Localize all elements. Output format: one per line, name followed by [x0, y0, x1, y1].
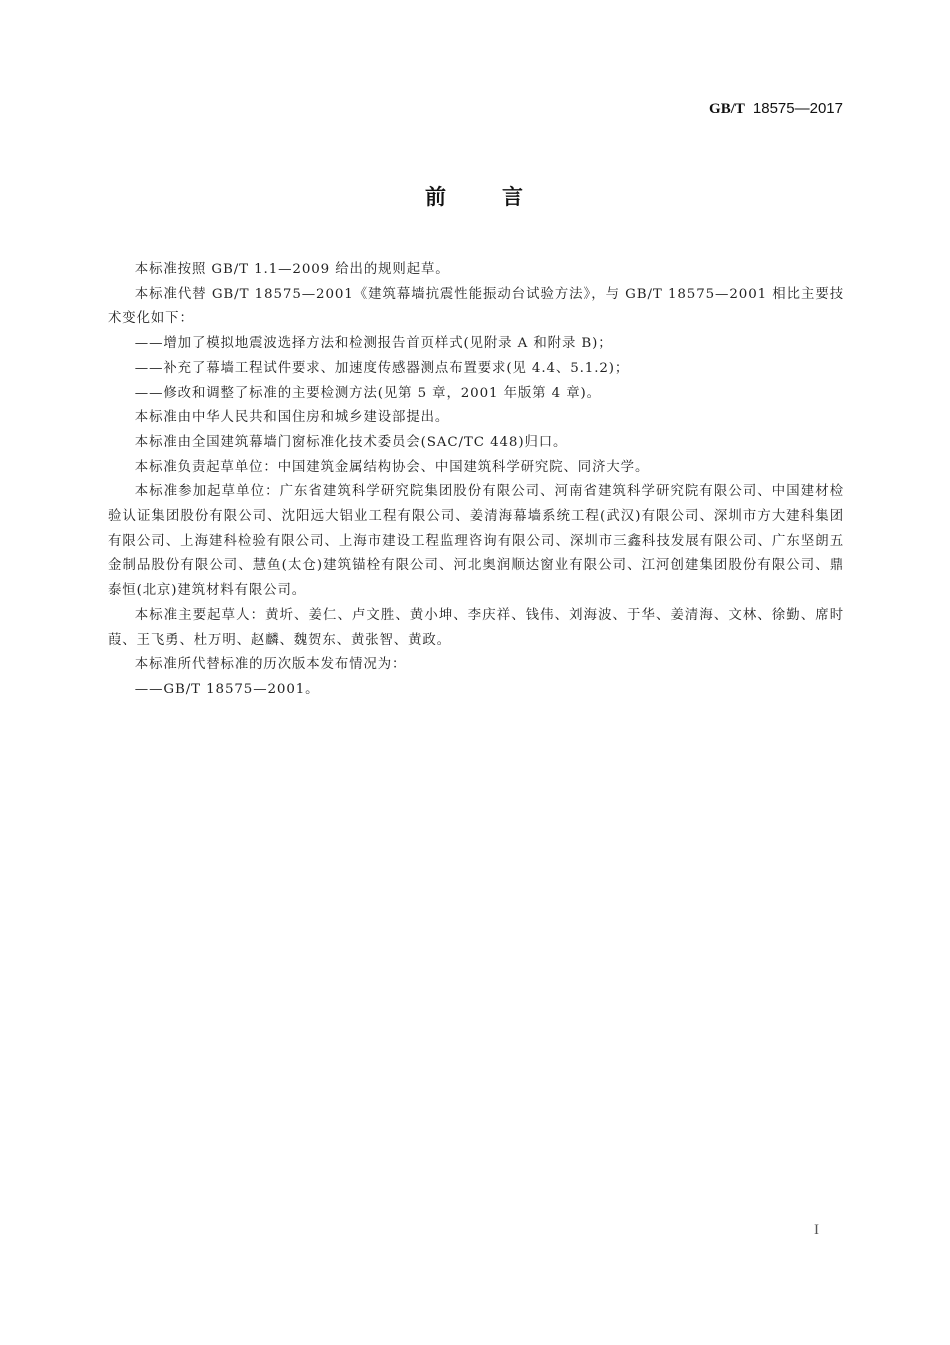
page-number: I	[814, 1222, 819, 1238]
foreword-body	[108, 258, 844, 703]
page-title	[0, 183, 950, 211]
change-item: ——增加了模拟地震波选择方法和检测报告首页样式(见附录 A 和附录 B)；	[134, 336, 613, 352]
title-char-2: 言	[502, 185, 525, 209]
paragraph-proposed-by: 本标准由中华人民共和国住房和城乡建设部提出。	[134, 410, 450, 426]
paragraph-history-intro: 本标准所代替标准的历次版本发布情况为：	[134, 657, 407, 673]
standard-code-header	[709, 99, 843, 119]
paragraph-main-drafters: 本标准主要起草人：黄圻、姜仁、卢文胜、黄小坤、李庆祥、钱伟、刘海波、于华、姜清海、文林、徐勤、席时葭、王飞勇、杜万明、赵麟、魏贺东、黄张智、黄政。	[108, 607, 844, 648]
paragraph-drafting-rules: 本标准按照 GB/T 1.1—2009 给出的规则起草。	[134, 262, 450, 277]
change-item: ——修改和调整了标准的主要检测方法(见第 5 章，2001 年版第 4 章)。	[134, 385, 601, 401]
change-item: ——补充了幕墙工程试件要求、加速度传感器测点布置要求(见 4.4、5.1.2)；	[134, 360, 630, 376]
paragraph-participating-drafters: 本标准参加起草单位：广东省建筑科学研究院集团股份有限公司、河南省建筑科学研究院有限公司、中国建材检验认证集团股份有限公司、沈阳远大铝业工程有限公司、姜清海幕墙系统工程(武汉)有限公司、深圳市方大建科集团有限公司、上海建科检验有限公司、上海市建设工程监理咨询有限公司、深圳市三鑫科技发展有限公司、广东坚朗五金制品股份有限公司、慧鱼(太仓)建筑锚栓有限公司、河北奥润顺达窗业有限公司、江河创建集团股份有限公司、鼎泰恒(北京)建筑材料有限公司。	[108, 484, 844, 599]
paragraph-lead-drafters: 本标准负责起草单位：中国建筑金属结构协会、中国建筑科学研究院、同济大学。	[134, 459, 650, 475]
title-char-1: 前	[425, 185, 448, 209]
standard-prefix: GB/T	[709, 101, 745, 117]
standard-number: 18575—2017	[752, 100, 843, 117]
history-item: ——GB/T 18575—2001。	[134, 681, 320, 697]
paragraph-managed-by: 本标准由全国建筑幕墙门窗标准化技术委员会(SAC/TC 448)归口。	[134, 434, 568, 450]
paragraph-replaces-standard: 本标准代替 GB/T 18575—2001《建筑幕墙抗震性能振动台试验方法》，与 GB/T 18575—2001 相比主要技术变化如下：	[108, 286, 844, 327]
